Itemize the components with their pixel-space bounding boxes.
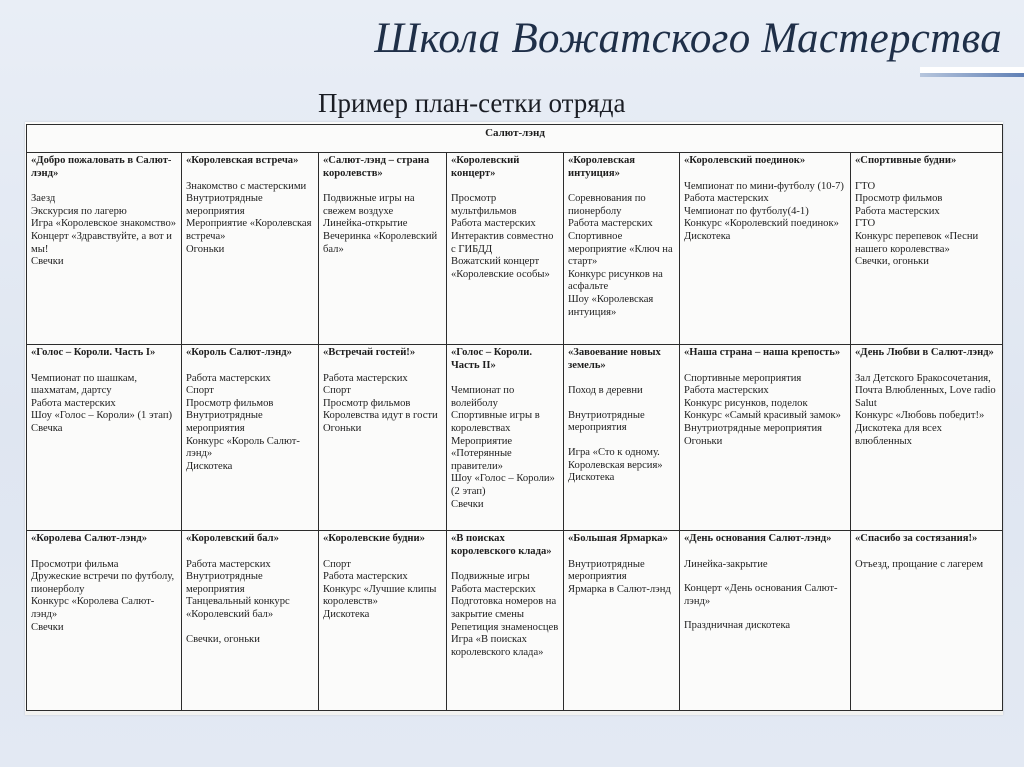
activity-line: ГТО [855, 218, 876, 230]
activity-line: Экскурсия по лагерю [31, 205, 127, 217]
activity-line: Спорт [323, 558, 351, 570]
day-theme-title: «Салют-лэнд – страна королевств» [323, 155, 430, 179]
plan-row [27, 531, 1003, 711]
activity-line: Знакомство с мастерскими [186, 180, 307, 192]
activity-line: Работа мастерских [186, 372, 271, 384]
spacer [684, 608, 847, 620]
activity-line: Внутриотрядные мероприятия [186, 571, 263, 595]
activity-line: Конкурс рисунков на асфальте [568, 268, 663, 293]
day-cell [680, 531, 851, 711]
plan-row [27, 345, 1003, 531]
activity-line: Конкурс перепевок «Песни нашего королевства» [855, 230, 979, 255]
activity-line: Конкурс «Королевский поединок» [684, 218, 839, 230]
activity-line: Работа мастерских [323, 571, 408, 583]
activity-line: Спорт [323, 385, 351, 397]
activity-line: Работа мастерских [31, 397, 116, 409]
activity-line: Конкурс «Лучшие клипы королевств» [323, 583, 437, 608]
activity-line: Конкурс «Король Салют-лэнд» [186, 435, 300, 460]
activity-line: Спортивное мероприятие «Ключ на старт» [568, 230, 673, 268]
activity-line: Линейка-открытие [323, 218, 408, 230]
activity-line: Почта Влюбленных, Love radio Salut [855, 385, 996, 409]
day-theme-title: «Наша страна – наша крепость» [684, 347, 841, 358]
day-theme-title: «День основания Салют-лэнд» [684, 533, 832, 544]
activity-line: Дискотека [684, 230, 731, 242]
activity-line: Конкурс «Любовь победит!» [855, 410, 985, 422]
activity-line: Ярмарка в Салют-лэнд [568, 583, 671, 595]
activity-line: Подвижные игры [451, 571, 530, 583]
day-theme-title: «Королевский поединок» [684, 155, 806, 166]
activity-line: Дискотека [323, 608, 370, 620]
activity-line: Подвижные игры на свежем воздухе [323, 193, 415, 217]
activity-line: Просмотр фильмов [186, 397, 274, 409]
day-cell [182, 345, 319, 531]
day-theme-title: «Спортивные будни» [855, 155, 957, 166]
activity-line: Конкурс «Самый красивый замок» [684, 410, 841, 422]
day-cell [851, 153, 1003, 345]
day-theme-title: «Завоевание новых земель» [568, 347, 661, 371]
document-edge [25, 711, 1003, 715]
activity-line: Работа мастерских [451, 218, 536, 230]
activity-line: Танцевальный конкурс «Королевский бал» [186, 596, 290, 620]
activity-line: Соревнования по пионерболу [568, 193, 646, 217]
activity-line: Чемпионат по футболу(4-1) [684, 205, 809, 217]
day-cell [182, 153, 319, 345]
day-theme-title: «Голос – Короли. Часть I» [31, 347, 156, 358]
spacer [568, 435, 676, 447]
day-theme-title: «Добро пожаловать в Салют-лэнд» [31, 155, 172, 179]
day-cell [447, 531, 564, 711]
day-cell [319, 153, 447, 345]
activity-line: Внутриотрядные мероприятия [568, 558, 645, 583]
day-cell [182, 531, 319, 711]
activity-line: Мероприятие «Королевская встреча» [186, 218, 312, 242]
activity-line: Игра «Сто к одному. Королевская версия» [568, 446, 663, 471]
activity-line: Мероприятие «Потерянные правители» [451, 435, 513, 472]
activity-line: Зал Детского Бракосочетания, [855, 372, 991, 384]
activity-line: Спорт [186, 385, 214, 397]
day-cell [319, 345, 447, 531]
activity-line: Огоньки [684, 435, 723, 447]
activity-line: Конкурс «Королева Салют-лэнд» [31, 596, 155, 620]
activity-line: Огоньки [186, 243, 225, 255]
activity-line: Внутриотрядные мероприятия [568, 409, 645, 434]
activity-line: Дискотека для всех влюбленных [855, 422, 942, 447]
activity-line: Королевства идут в гости [323, 410, 438, 422]
spacer [186, 622, 315, 634]
spacer [568, 398, 676, 410]
activity-line: Вечеринка «Королевский бал» [323, 230, 438, 255]
plan-grid-table [26, 124, 1003, 711]
day-cell [851, 345, 1003, 531]
day-theme-title: «День Любви в Салют-лэнд» [855, 347, 994, 358]
day-cell [27, 531, 182, 711]
day-theme-title: «Королевская интуиция» [568, 155, 635, 179]
activity-line: Работа мастерских [186, 558, 271, 570]
activity-line: Работа мастерских [855, 205, 940, 217]
day-theme-title: «Королевская встреча» [186, 155, 299, 166]
activity-line: Праздничная дискотека [684, 620, 791, 632]
day-cell [851, 531, 1003, 711]
day-theme-title: «Встречай гостей!» [323, 347, 416, 358]
activity-line: Шоу «Голос – Короли» (1 этап) [31, 410, 173, 422]
day-cell [564, 531, 680, 711]
day-cell [680, 345, 851, 531]
activity-line: Внутриотрядные мероприятия [684, 422, 823, 434]
activity-line: Вожатский концерт «Королевские особы» [451, 256, 550, 280]
day-cell [447, 345, 564, 531]
activity-line: Дискотека [186, 460, 233, 472]
activity-line: Чемпионат по мини-футболу (10-7) [684, 180, 844, 192]
activity-line: Свечка [31, 422, 63, 434]
activity-line: Концерт «Здравствуйте, а вот и мы! [31, 230, 172, 255]
slide-subtitle: Пример план-сетки отряда [318, 88, 626, 118]
day-cell [27, 153, 182, 345]
activity-line: Работа мастерских [323, 372, 408, 384]
day-cell [564, 153, 680, 345]
activity-line: Работа мастерских [451, 583, 536, 595]
day-cell [27, 345, 182, 531]
activity-line: Заезд [31, 193, 56, 205]
activity-line: Работа мастерских [684, 385, 769, 397]
activity-line: Дискотека [568, 472, 615, 484]
day-theme-title: «Большая Ярмарка» [568, 533, 668, 544]
activity-line: Свечки [451, 498, 484, 510]
day-cell [564, 345, 680, 531]
activity-line: Свечки [31, 621, 64, 633]
activity-line: Спортивные игры в королевствах [451, 410, 540, 434]
plan-row [27, 153, 1003, 345]
day-theme-title: «Голос – Короли. Часть II» [451, 347, 532, 371]
scanned-plan-document [25, 122, 1003, 715]
activity-line: Шоу «Королевская интуиция» [568, 293, 654, 318]
activity-line: ГТО [855, 180, 876, 192]
day-theme-title: «Королевские будни» [323, 533, 425, 544]
title-underline-accent [920, 73, 1024, 77]
spacer [684, 571, 847, 583]
day-cell [319, 531, 447, 711]
activity-line: Интерактив совместно с ГИБДД [451, 230, 554, 255]
activity-line: Репетиция знаменосцев [451, 621, 559, 633]
activity-line: Спортивные мероприятия [684, 372, 802, 384]
activity-line: Свечки, огоньки [855, 256, 929, 268]
activity-line: Свечки [31, 256, 64, 268]
day-theme-title: «Спасибо за состязания!» [855, 533, 978, 544]
day-theme-title: «Король Салют-лэнд» [186, 347, 292, 358]
day-cell [447, 153, 564, 345]
activity-line: Просмотр фильмов [855, 193, 943, 205]
activity-line: Дружеские встречи по футболу, пионерболу [31, 571, 175, 595]
slide-title: Школа Вожатского Мастерства [374, 15, 1002, 62]
activity-line: Просмотри фильма [31, 558, 119, 570]
activity-line: Работа мастерских [568, 218, 653, 230]
activity-line: Внутриотрядные мероприятия [186, 193, 263, 217]
activity-line: Огоньки [323, 422, 362, 434]
activity-line: Поход в деревни [568, 385, 643, 397]
activity-line: Подготовка номеров на закрытие смены [451, 596, 557, 620]
day-theme-title: «В поисках королевского клада» [451, 533, 552, 557]
activity-line: Просмотр фильмов [323, 397, 411, 409]
activity-line: Внутриотрядные мероприятия [186, 410, 263, 434]
activity-line: Конкурс рисунков, поделок [684, 397, 808, 409]
activity-line: Свечки, огоньки [186, 633, 260, 645]
activity-line: Отъезд, прощание с лагерем [855, 558, 984, 570]
activity-line: Просмотр мультфильмов [451, 193, 517, 217]
day-theme-title: «Королевский концерт» [451, 155, 520, 179]
table-caption: Салют-лэнд [27, 125, 1003, 153]
day-theme-title: «Королева Салют-лэнд» [31, 533, 148, 544]
activity-line: Концерт «День основания Салют-лэнд» [684, 583, 838, 607]
activity-line: Игра «Королевское знакомство» [31, 218, 177, 230]
day-cell [680, 153, 851, 345]
activity-line: Линейка-закрытие [684, 558, 768, 570]
activity-line: Игра «В поисках королевского клада» [451, 634, 544, 658]
activity-line: Шоу «Голос – Короли» (2 этап) [451, 473, 555, 497]
activity-line: Чемпионат по шашкам, шахматам, дартсу [31, 372, 137, 397]
day-theme-title: «Королевский бал» [186, 533, 279, 544]
activity-line: Работа мастерских [684, 193, 769, 205]
activity-line: Чемпионат по волейболу [451, 385, 515, 409]
